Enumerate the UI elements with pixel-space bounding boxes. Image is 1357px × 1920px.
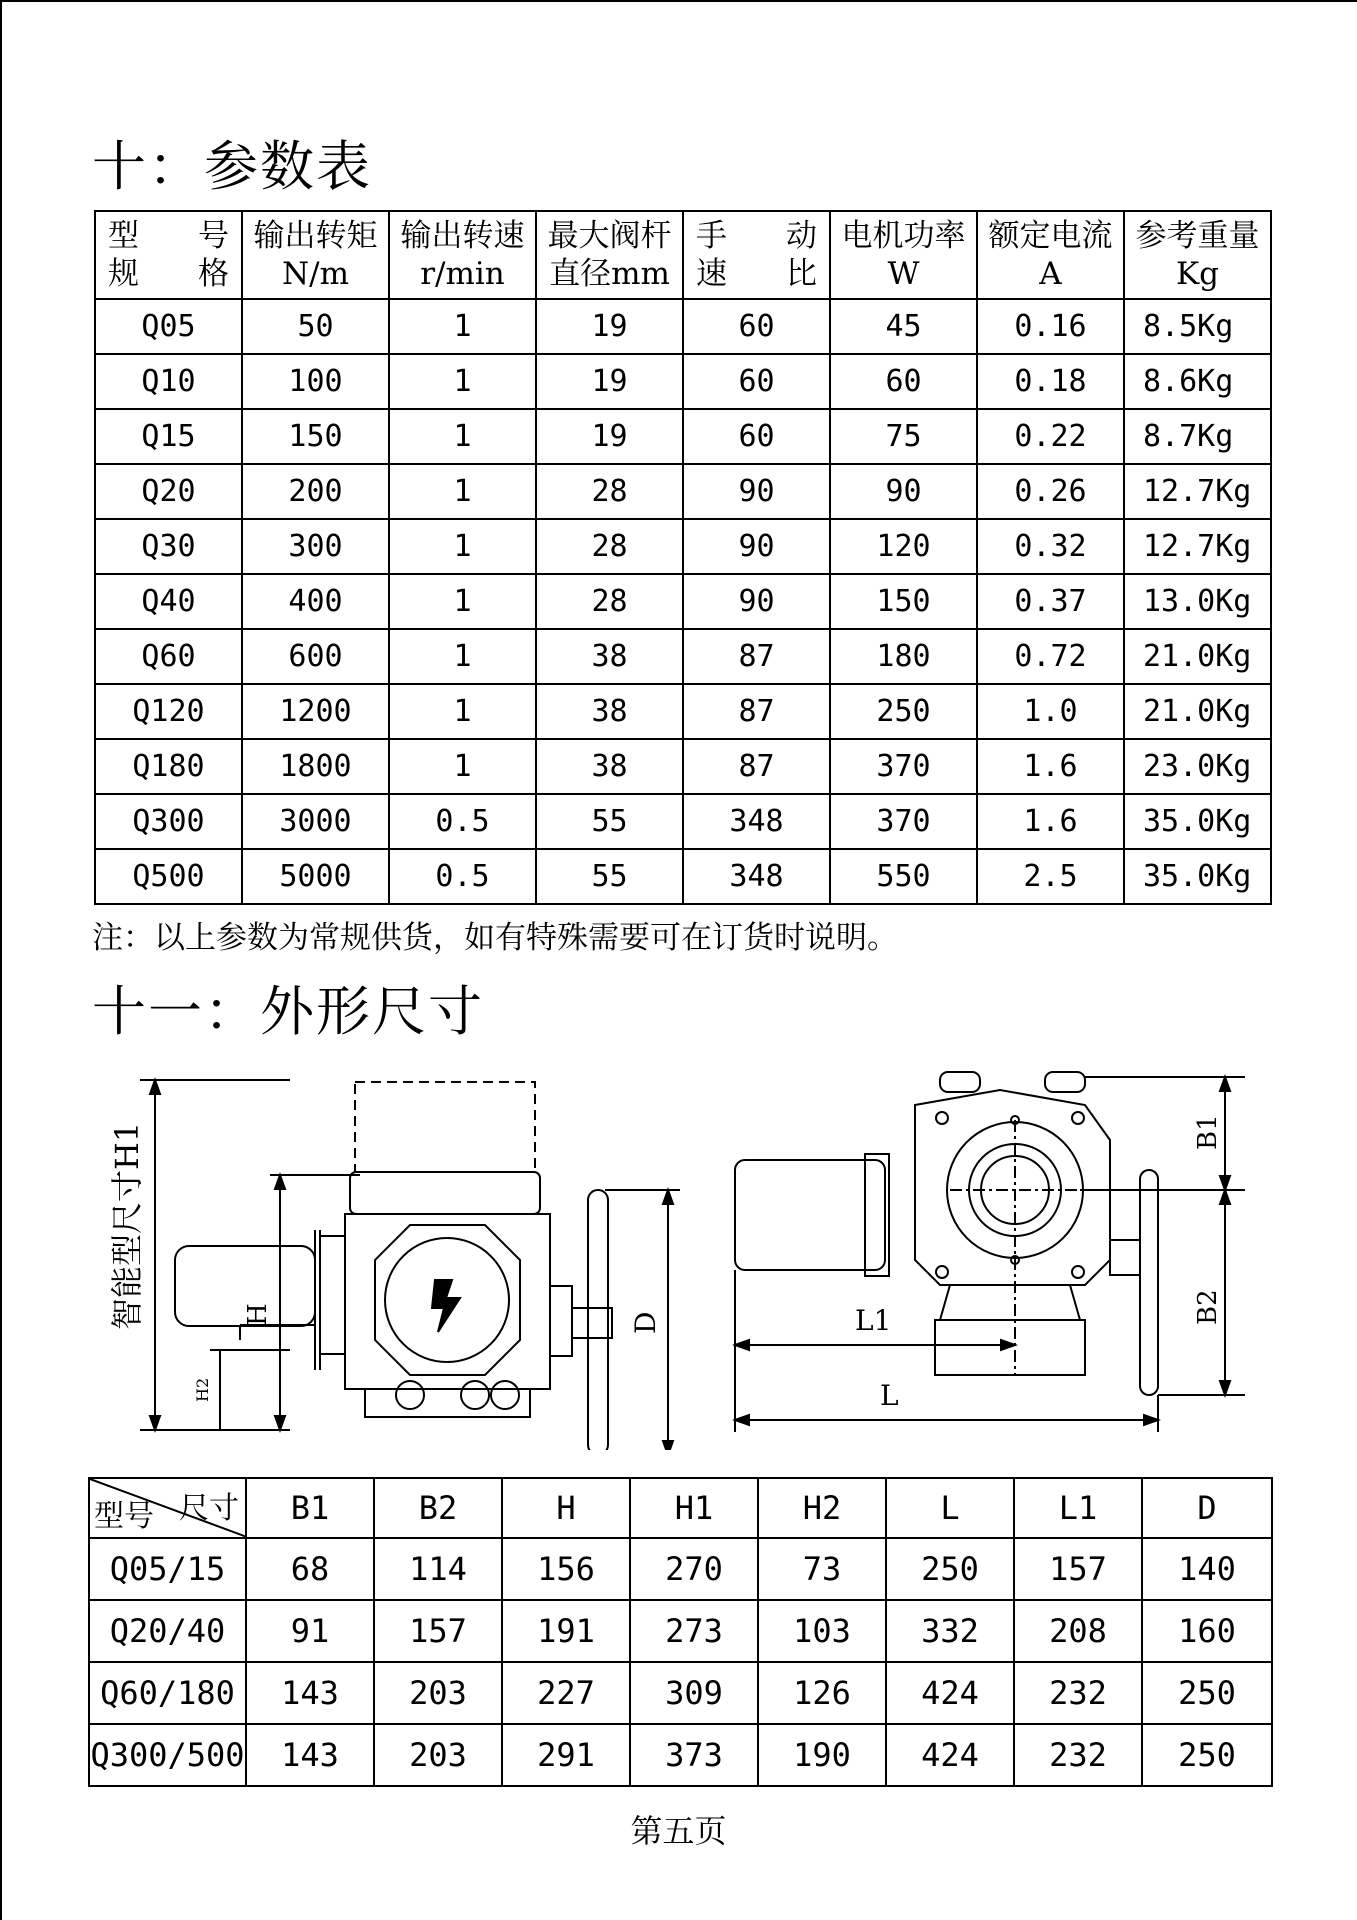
table-row [95,519,1271,574]
table-row [95,794,1271,849]
table-cell: 150 [242,409,389,464]
table-row [95,684,1271,739]
table-cell: 12.7Kg [1124,519,1271,574]
dimension-header-l: L [886,1478,1014,1538]
table-cell: 19 [536,409,683,464]
table-row [89,1724,1272,1786]
lightning-icon [432,1280,460,1332]
section-title-dimensions: 十一：外形尺寸 [92,980,484,1043]
table-cell: 35.0Kg [1124,794,1271,849]
table-cell: 1 [389,629,536,684]
table-cell: 0.26 [977,464,1124,519]
table-cell: 157 [1014,1538,1142,1600]
table-cell: 60 [683,299,830,354]
table-cell: 373 [630,1724,758,1786]
table-cell: 370 [830,794,977,849]
table-cell: 8.7Kg [1124,409,1271,464]
table-cell: Q60 [95,629,242,684]
header-output-torque: 输出转矩 N/m [242,211,389,299]
table-cell: Q120 [95,684,242,739]
dimension-table-header [89,1478,1272,1538]
table-cell: 38 [536,684,683,739]
table-cell: 12.7Kg [1124,464,1271,519]
table-cell: 1200 [242,684,389,739]
table-cell: Q10 [95,354,242,409]
parameter-table-header [95,211,1271,299]
header-model-spec: 型 号 规 格 [95,211,242,299]
table-cell: 600 [242,629,389,684]
table-row [95,849,1271,904]
table-cell: 143 [246,1662,374,1724]
table-cell: Q20/40 [89,1600,246,1662]
corner-label-model: 型号 [94,1499,154,1534]
table-cell: 250 [830,684,977,739]
table-cell: 0.16 [977,299,1124,354]
table-cell: 87 [683,739,830,794]
table-cell: 270 [630,1538,758,1600]
table-cell: 550 [830,849,977,904]
header-motor-power: 电机功率 W [830,211,977,299]
front-view-drawing [140,1080,680,1450]
h-label: H [243,1303,273,1326]
table-cell: 28 [536,574,683,629]
dimension-drawings [80,1050,1280,1450]
table-cell: 1 [389,354,536,409]
table-cell: 191 [502,1600,630,1662]
table-cell: 1 [389,684,536,739]
table-cell: 2.5 [977,849,1124,904]
table-cell: 180 [830,629,977,684]
table-cell: 1800 [242,739,389,794]
table-cell: 60 [683,409,830,464]
table-cell: 87 [683,684,830,739]
dimension-header-l1: L1 [1014,1478,1142,1538]
table-cell: 38 [536,629,683,684]
header-reference-weight: 参考重量 Kg [1124,211,1271,299]
table-cell: 250 [886,1538,1014,1600]
side-handwheel [1140,1170,1158,1395]
table-cell: 21.0Kg [1124,629,1271,684]
parameter-table-body [95,299,1271,904]
table-cell: 0.32 [977,519,1124,574]
table-cell: 75 [830,409,977,464]
table-cell: 0.72 [977,629,1124,684]
table-cell: 424 [886,1662,1014,1724]
table-cell: Q40 [95,574,242,629]
dimension-header-h1: H1 [630,1478,758,1538]
l1-label: L1 [855,1304,892,1337]
table-cell: 273 [630,1600,758,1662]
table-cell: 203 [374,1662,502,1724]
table-cell: 8.5Kg [1124,299,1271,354]
table-cell: 90 [683,574,830,629]
table-cell: 232 [1014,1662,1142,1724]
table-cell: 300 [242,519,389,574]
dimension-header-h: H [502,1478,630,1538]
table-cell: 250 [1142,1724,1272,1786]
table-cell: Q05/15 [89,1538,246,1600]
header-output-speed: 输出转速 r/min [389,211,536,299]
table-cell: 28 [536,519,683,574]
page-border-left [0,0,2,1920]
table-row [95,629,1271,684]
table-cell: 5000 [242,849,389,904]
dimension-header-b1: B1 [246,1478,374,1538]
table-cell: 114 [374,1538,502,1600]
dimension-table-body [89,1538,1272,1786]
header-max-stem-diameter: 最大阀杆 直径mm [536,211,683,299]
table-cell: 68 [246,1538,374,1600]
b1-label: B1 [1193,1114,1223,1150]
table-cell: 23.0Kg [1124,739,1271,794]
table-cell: 126 [758,1662,886,1724]
table-cell: 60 [830,354,977,409]
table-row [95,409,1271,464]
table-cell: 1 [389,519,536,574]
table-cell: Q30 [95,519,242,574]
table-cell: Q60/180 [89,1662,246,1724]
table-cell: 87 [683,629,830,684]
table-cell: 13.0Kg [1124,574,1271,629]
table-cell: 1 [389,574,536,629]
table-cell: 200 [242,464,389,519]
table-cell: 1 [389,464,536,519]
table-cell: 348 [683,794,830,849]
table-row [89,1538,1272,1600]
table-row [89,1600,1272,1662]
table-cell: 73 [758,1538,886,1600]
table-cell: 0.5 [389,849,536,904]
table-cell: Q05 [95,299,242,354]
table-cell: 1 [389,299,536,354]
table-cell: 227 [502,1662,630,1724]
d-label: D [629,1311,662,1334]
dimension-header-h2: H2 [758,1478,886,1538]
corner-label-dimension: 尺寸 [179,1491,239,1526]
table-cell: 190 [758,1724,886,1786]
table-cell: 1.6 [977,739,1124,794]
table-cell: 160 [1142,1600,1272,1662]
h2-label: H2 [193,1377,212,1402]
page-number: 第五页 [630,1812,727,1850]
table-cell: 291 [502,1724,630,1786]
table-row [95,464,1271,519]
table-cell: 150 [830,574,977,629]
table-cell: Q20 [95,464,242,519]
table-cell: 332 [886,1600,1014,1662]
table-cell: 348 [683,849,830,904]
table-cell: Q500 [95,849,242,904]
header-manual-ratio: 手 动 速 比 [683,211,830,299]
table-cell: 103 [758,1600,886,1662]
table-note: 注：以上参数为常规供货，如有特殊需要可在订货时说明。 [92,920,898,956]
table-cell: 60 [683,354,830,409]
table-cell: 90 [683,519,830,574]
page-border-top [0,0,1357,2]
table-cell: 208 [1014,1600,1142,1662]
table-cell: 19 [536,299,683,354]
table-cell: 0.5 [389,794,536,849]
dimension-header-d: D [1142,1478,1272,1538]
table-cell: 309 [630,1662,758,1724]
h1-label: 智能型尺寸H1 [108,1121,146,1330]
table-row [95,739,1271,794]
table-cell: 0.37 [977,574,1124,629]
table-cell: 1.0 [977,684,1124,739]
table-cell: 21.0Kg [1124,684,1271,739]
side-view-drawing [735,1072,1245,1432]
table-cell: 140 [1142,1538,1272,1600]
table-cell: 120 [830,519,977,574]
side-motor [735,1160,885,1270]
l-label: L [880,1379,899,1412]
table-cell: 232 [1014,1724,1142,1786]
table-cell: 370 [830,739,977,794]
section-title-parameters: 十：参数表 [92,135,372,198]
table-cell: 8.6Kg [1124,354,1271,409]
table-cell: 0.22 [977,409,1124,464]
header-rated-current: 额定电流 A [977,211,1124,299]
dimension-table [88,1477,1273,1787]
table-row [95,299,1271,354]
table-cell: 35.0Kg [1124,849,1271,904]
table-cell: 203 [374,1724,502,1786]
table-cell: Q300/500 [89,1724,246,1786]
table-cell: 45 [830,299,977,354]
table-row [89,1662,1272,1724]
table-cell: Q300 [95,794,242,849]
table-cell: 1 [389,409,536,464]
table-cell: 90 [830,464,977,519]
table-cell: 55 [536,794,683,849]
table-cell: Q180 [95,739,242,794]
table-cell: 38 [536,739,683,794]
table-row [95,354,1271,409]
parameter-table [94,210,1272,905]
table-cell: Q15 [95,409,242,464]
table-cell: 1.6 [977,794,1124,849]
table-cell: 143 [246,1724,374,1786]
table-cell: 424 [886,1724,1014,1786]
table-cell: 19 [536,354,683,409]
table-cell: 156 [502,1538,630,1600]
table-cell: 28 [536,464,683,519]
table-cell: 100 [242,354,389,409]
dimension-header-b2: B2 [374,1478,502,1538]
table-cell: 90 [683,464,830,519]
table-cell: 157 [374,1600,502,1662]
table-cell: 50 [242,299,389,354]
table-cell: 0.18 [977,354,1124,409]
b2-label: B2 [1193,1289,1223,1325]
smart-cover-outline [355,1082,535,1172]
table-cell: 250 [1142,1662,1272,1724]
table-cell: 55 [536,849,683,904]
table-cell: 3000 [242,794,389,849]
dimension-table-corner [89,1478,246,1538]
table-row [95,574,1271,629]
handwheel [588,1190,608,1450]
table-cell: 1 [389,739,536,794]
table-cell: 400 [242,574,389,629]
table-cell: 91 [246,1600,374,1662]
